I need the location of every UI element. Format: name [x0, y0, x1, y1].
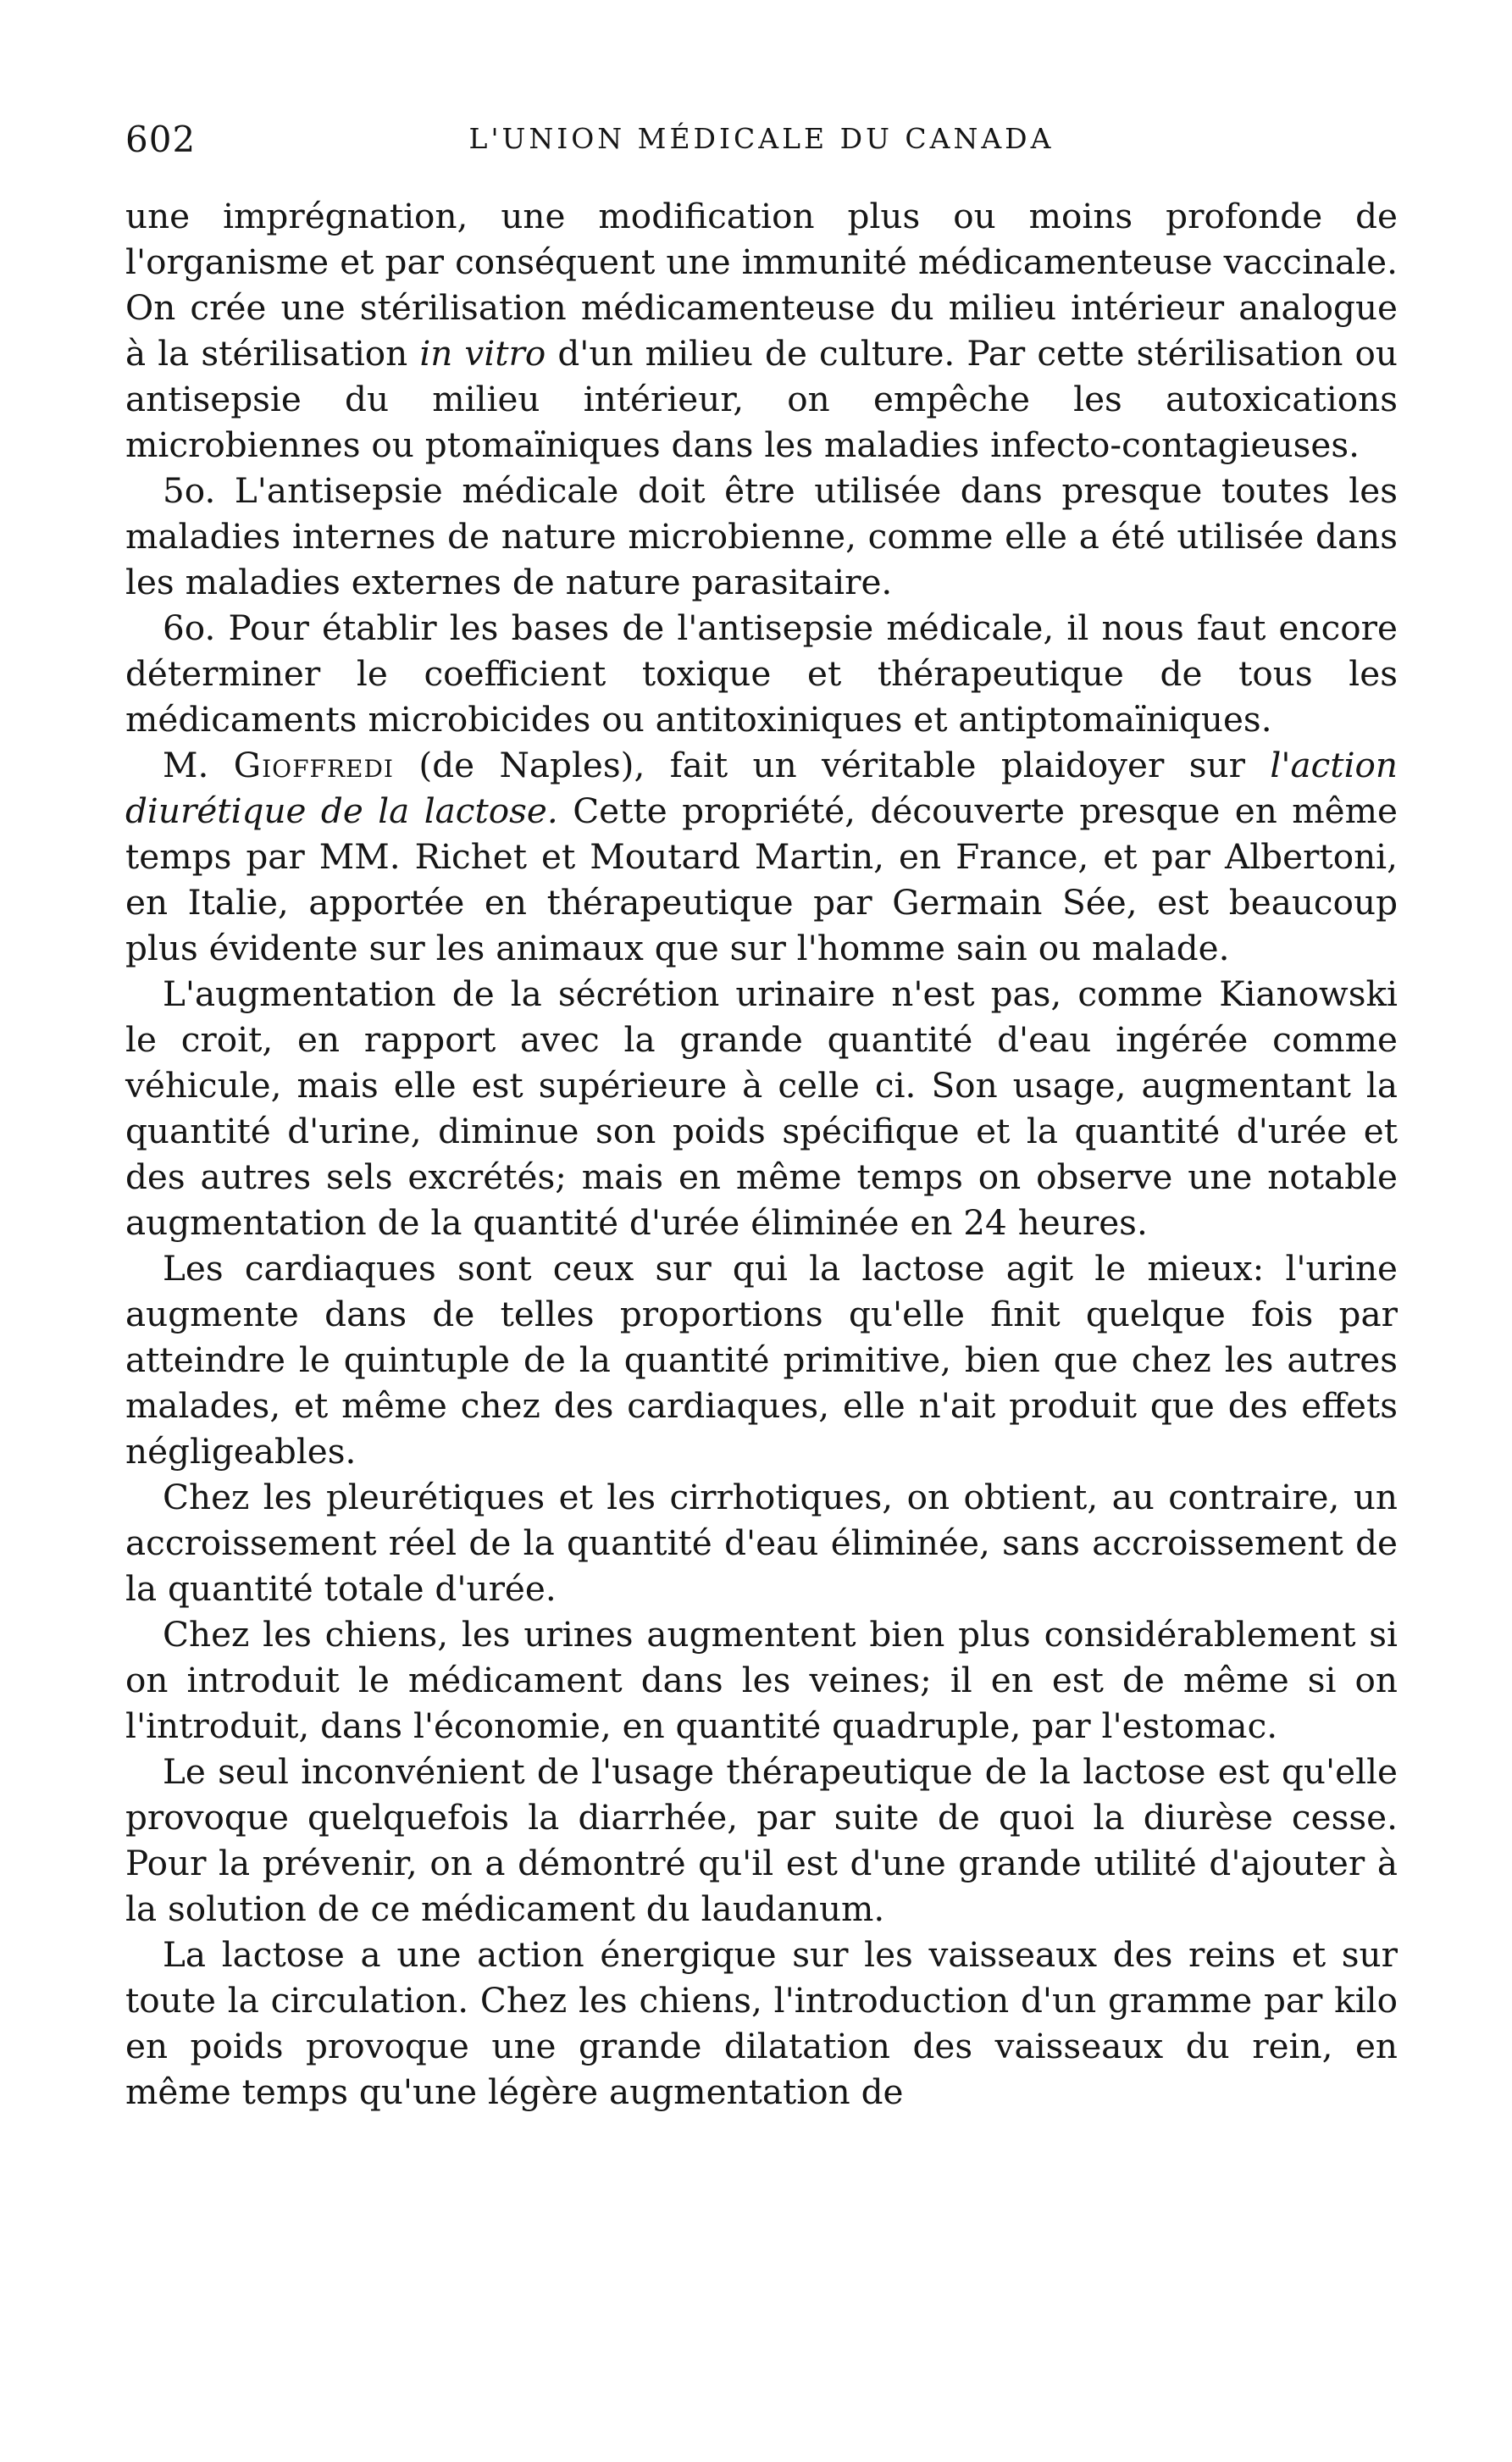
- paragraph-point-6: 6o. Pour établir les bases de l'antisepsie médicale, il nous faut encore déterminer le coefficient toxique et thérapeutique de tous les médicaments microbicides ou antitoxiniques et antiptomaïniques.: [125, 607, 1398, 740]
- paragraph-point-5: 5o. L'antisepsie médicale doit être utilisée dans presque toutes les maladies internes de nature microbienne, comme elle a été utilisée dans les maladies externes de nature parasitaire.: [125, 470, 1398, 602]
- italic-term: in vitro: [419, 333, 546, 374]
- journal-title: L'UNION MÉDICALE DU CANADA: [468, 122, 1055, 155]
- body-text: [125, 193, 1398, 2115]
- paragraph-text: d'un milieu de culture. Par cette stérilisation ou antisepsie du milieu intérieur, on empêche les autoxications microbiennes ou ptomaïniques dans les maladies infecto-contagieuses.: [125, 333, 1398, 465]
- paragraph-circulation: La lactose a une action énergique sur les vaisseaux des reins et sur toute la circulation. Chez les chiens, l'introduction d'un gramme par kilo en poids provoque une grande dilatation des vaisseaux du rein, en même temps qu'une légère augmentation de: [125, 1934, 1398, 2112]
- paragraph-dogs: Chez les chiens, les urines augmentent bien plus considérablement si on introduit le médicament dans les veines; il en est de même si on l'introduit, dans l'économie, en quantité quadruple, par l'estomac.: [125, 1614, 1398, 1746]
- document-page: [125, 119, 1398, 2406]
- italic-title: l'action diurétique de la lactose.: [125, 745, 1398, 831]
- paragraph-urine-secretion: L'augmentation de la sécrétion urinaire n'est pas, comme Kianowski le croit, en rapport avec la grande quantité d'eau ingérée comme véhicule, mais elle est supérieure à celle ci. Son usage, augmentant la quantité d'urine, diminue son poids spécifique et la quantité d'urée et des autres sels excrétés; mais en même temps on observe une notable augmentation de la quantité d'urée éliminée en 24 heures.: [125, 973, 1398, 1243]
- paragraph-inconvenience: Le seul inconvénient de l'usage thérapeutique de la lactose est qu'elle provoque quelquefois la diarrhée, par suite de quoi la diurèse cesse. Pour la prévenir, on a démontré qu'il est d'une grande utilité d'ajouter à la solution de ce médicament du laudanum.: [125, 1751, 1398, 1929]
- page-number: 602: [125, 119, 197, 160]
- paragraph-cardiac: Les cardiaques sont ceux sur qui la lactose agit le mieux: l'urine augmente dans de telles proportions qu'elle finit quelque fois par atteindre le quintuple de la quantité primitive, bien que chez les autres malades, et même chez des cardiaques, elle n'ait produit que des effets négligeables.: [125, 1248, 1398, 1472]
- paragraph-text: (de Naples), fait un véritable plaidoyer sur: [394, 745, 1271, 785]
- paragraph-gioffredi: [125, 742, 1398, 971]
- paragraph-text: M.: [163, 745, 209, 785]
- paragraph-text: une imprégnation, une modification plus ou moins profonde de l'organisme et par conséquent une immunité médicamenteuse vaccinale. On crée une stérilisation médicamenteuse du milieu intérieur analogue à la stérilisation: [125, 196, 1398, 374]
- paragraph-text: Cette propriété, découverte presque en même temps par MM. Richet et Moutard Martin, en France, et par Albertoni, en Italie, apportée en thérapeutique par Germain Sée, est beaucoup plus évidente sur les animaux que sur l'homme sain ou malade.: [125, 790, 1398, 968]
- author-name: Gioffredi: [233, 745, 394, 785]
- running-head: [125, 119, 1398, 178]
- paragraph-immunity: [125, 193, 1398, 468]
- paragraph-pleuretic: Chez les pleurétiques et les cirrhotiques, on obtient, au contraire, un accroissement réel de la quantité d'eau éliminée, sans accroissement de la quantité totale d'urée.: [125, 1477, 1398, 1609]
